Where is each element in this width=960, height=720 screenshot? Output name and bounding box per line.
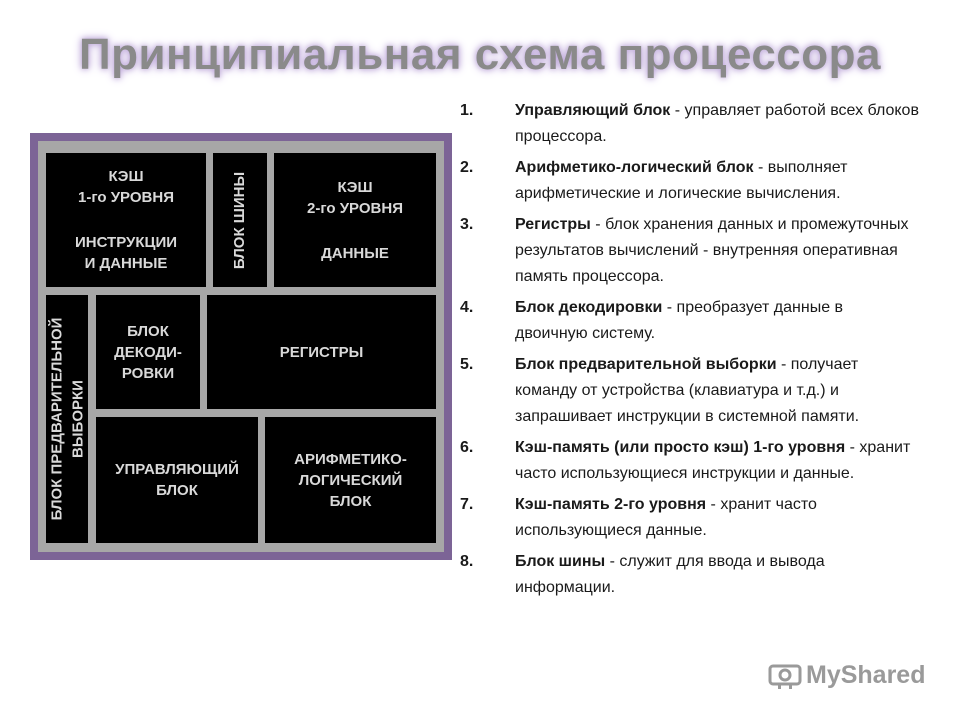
item-description: - хранит часто использующиеся инструкции и данные. bbox=[515, 439, 911, 482]
list-item bbox=[460, 98, 920, 150]
list-item bbox=[460, 549, 920, 601]
item-description: - блок хранения данных и промежуточных результатов вычислений - внутренняя оперативная память процессора. bbox=[515, 216, 909, 285]
alu-line2: ЛОГИЧЕСКИЙ bbox=[298, 471, 403, 489]
item-number: 3. bbox=[460, 216, 474, 233]
decoder-line1: БЛОК bbox=[127, 322, 169, 340]
list-item bbox=[460, 352, 920, 430]
item-term: Кэш-память (или просто кэш) 1-го уровня bbox=[515, 439, 846, 456]
cache-l2-line3: ДАННЫЕ bbox=[321, 244, 389, 262]
item-term: Регистры bbox=[515, 216, 591, 233]
control-line2: БЛОК bbox=[156, 482, 198, 499]
cache-l1-line4: И ДАННЫЕ bbox=[84, 255, 168, 272]
item-description: - выполняет арифметические и логические вычисления. bbox=[515, 159, 848, 202]
item-number: 2. bbox=[460, 159, 474, 176]
control-unit-block bbox=[96, 417, 258, 543]
processor-diagram bbox=[30, 133, 452, 560]
prefetch-block bbox=[46, 295, 88, 543]
item-term: Блок шины bbox=[515, 553, 606, 570]
list-item bbox=[460, 492, 920, 544]
cache-l2-block bbox=[274, 153, 436, 287]
list-item bbox=[460, 212, 920, 290]
slide-title: Принципиальная схема процессора bbox=[78, 30, 882, 79]
list-item bbox=[460, 435, 920, 487]
cache-l2-line2: 2-го УРОВНЯ bbox=[307, 199, 403, 217]
alu-block bbox=[265, 417, 436, 543]
decoder-block bbox=[96, 295, 200, 409]
diagram-frame bbox=[38, 141, 444, 552]
item-term: Управляющий блок bbox=[515, 102, 671, 119]
registers-label: РЕГИСТРЫ bbox=[279, 343, 364, 361]
bus-block-label: БЛОК ШИНЫ bbox=[231, 171, 249, 269]
item-number: 6. bbox=[460, 439, 474, 456]
cache-l2-line1: КЭШ bbox=[337, 178, 373, 196]
item-number: 1. bbox=[460, 102, 474, 119]
cache-l1-line1: КЭШ bbox=[108, 168, 144, 185]
control-line1: УПРАВЛЯЮЩИЙ bbox=[115, 461, 239, 478]
item-description: - получает команду от устройства (клавиатура и т.д.) и запрашивает инструкции в системной памяти. bbox=[515, 356, 860, 425]
item-description: - хранит часто использующиеся данные. bbox=[515, 496, 817, 539]
alu-line3: БЛОК bbox=[329, 492, 372, 510]
item-number: 7. bbox=[460, 496, 474, 513]
projector-icon bbox=[768, 660, 802, 690]
watermark bbox=[768, 658, 925, 692]
list-item bbox=[460, 295, 920, 347]
cache-l1-block bbox=[46, 153, 206, 287]
cache-l1-line3: ИНСТРУКЦИИ bbox=[74, 234, 178, 251]
item-number: 4. bbox=[460, 299, 474, 316]
decoder-line3: РОВКИ bbox=[121, 364, 175, 382]
description-list bbox=[460, 98, 920, 606]
item-description: - управляет работой всех блоков процессора. bbox=[515, 102, 919, 145]
registers-block bbox=[207, 295, 436, 409]
prefetch-line2: ВЫБОРКИ bbox=[69, 380, 87, 458]
decoder-line2: ДЕКОДИ- bbox=[114, 343, 182, 361]
alu-line1: АРИФМЕТИКО- bbox=[294, 450, 407, 468]
item-number: 5. bbox=[460, 356, 474, 373]
bus-block bbox=[213, 153, 267, 287]
cache-l1-line2: 1-го УРОВНЯ bbox=[78, 189, 174, 206]
item-number: 8. bbox=[460, 553, 474, 570]
watermark-text: MyShared bbox=[806, 660, 926, 689]
item-term: Блок декодировки bbox=[515, 299, 663, 316]
item-description: - преобразует данные в двоичную систему. bbox=[515, 299, 844, 342]
item-term: Арифметико-логический блок bbox=[515, 159, 754, 176]
list-item bbox=[460, 155, 920, 207]
item-description: - служит для ввода и вывода информации. bbox=[515, 553, 825, 596]
item-term: Блок предварительной выборки bbox=[515, 356, 777, 373]
prefetch-line1: БЛОК ПРЕДВАРИТЕЛЬНОЙ bbox=[48, 317, 66, 521]
item-term: Кэш-память 2-го уровня bbox=[515, 496, 707, 513]
